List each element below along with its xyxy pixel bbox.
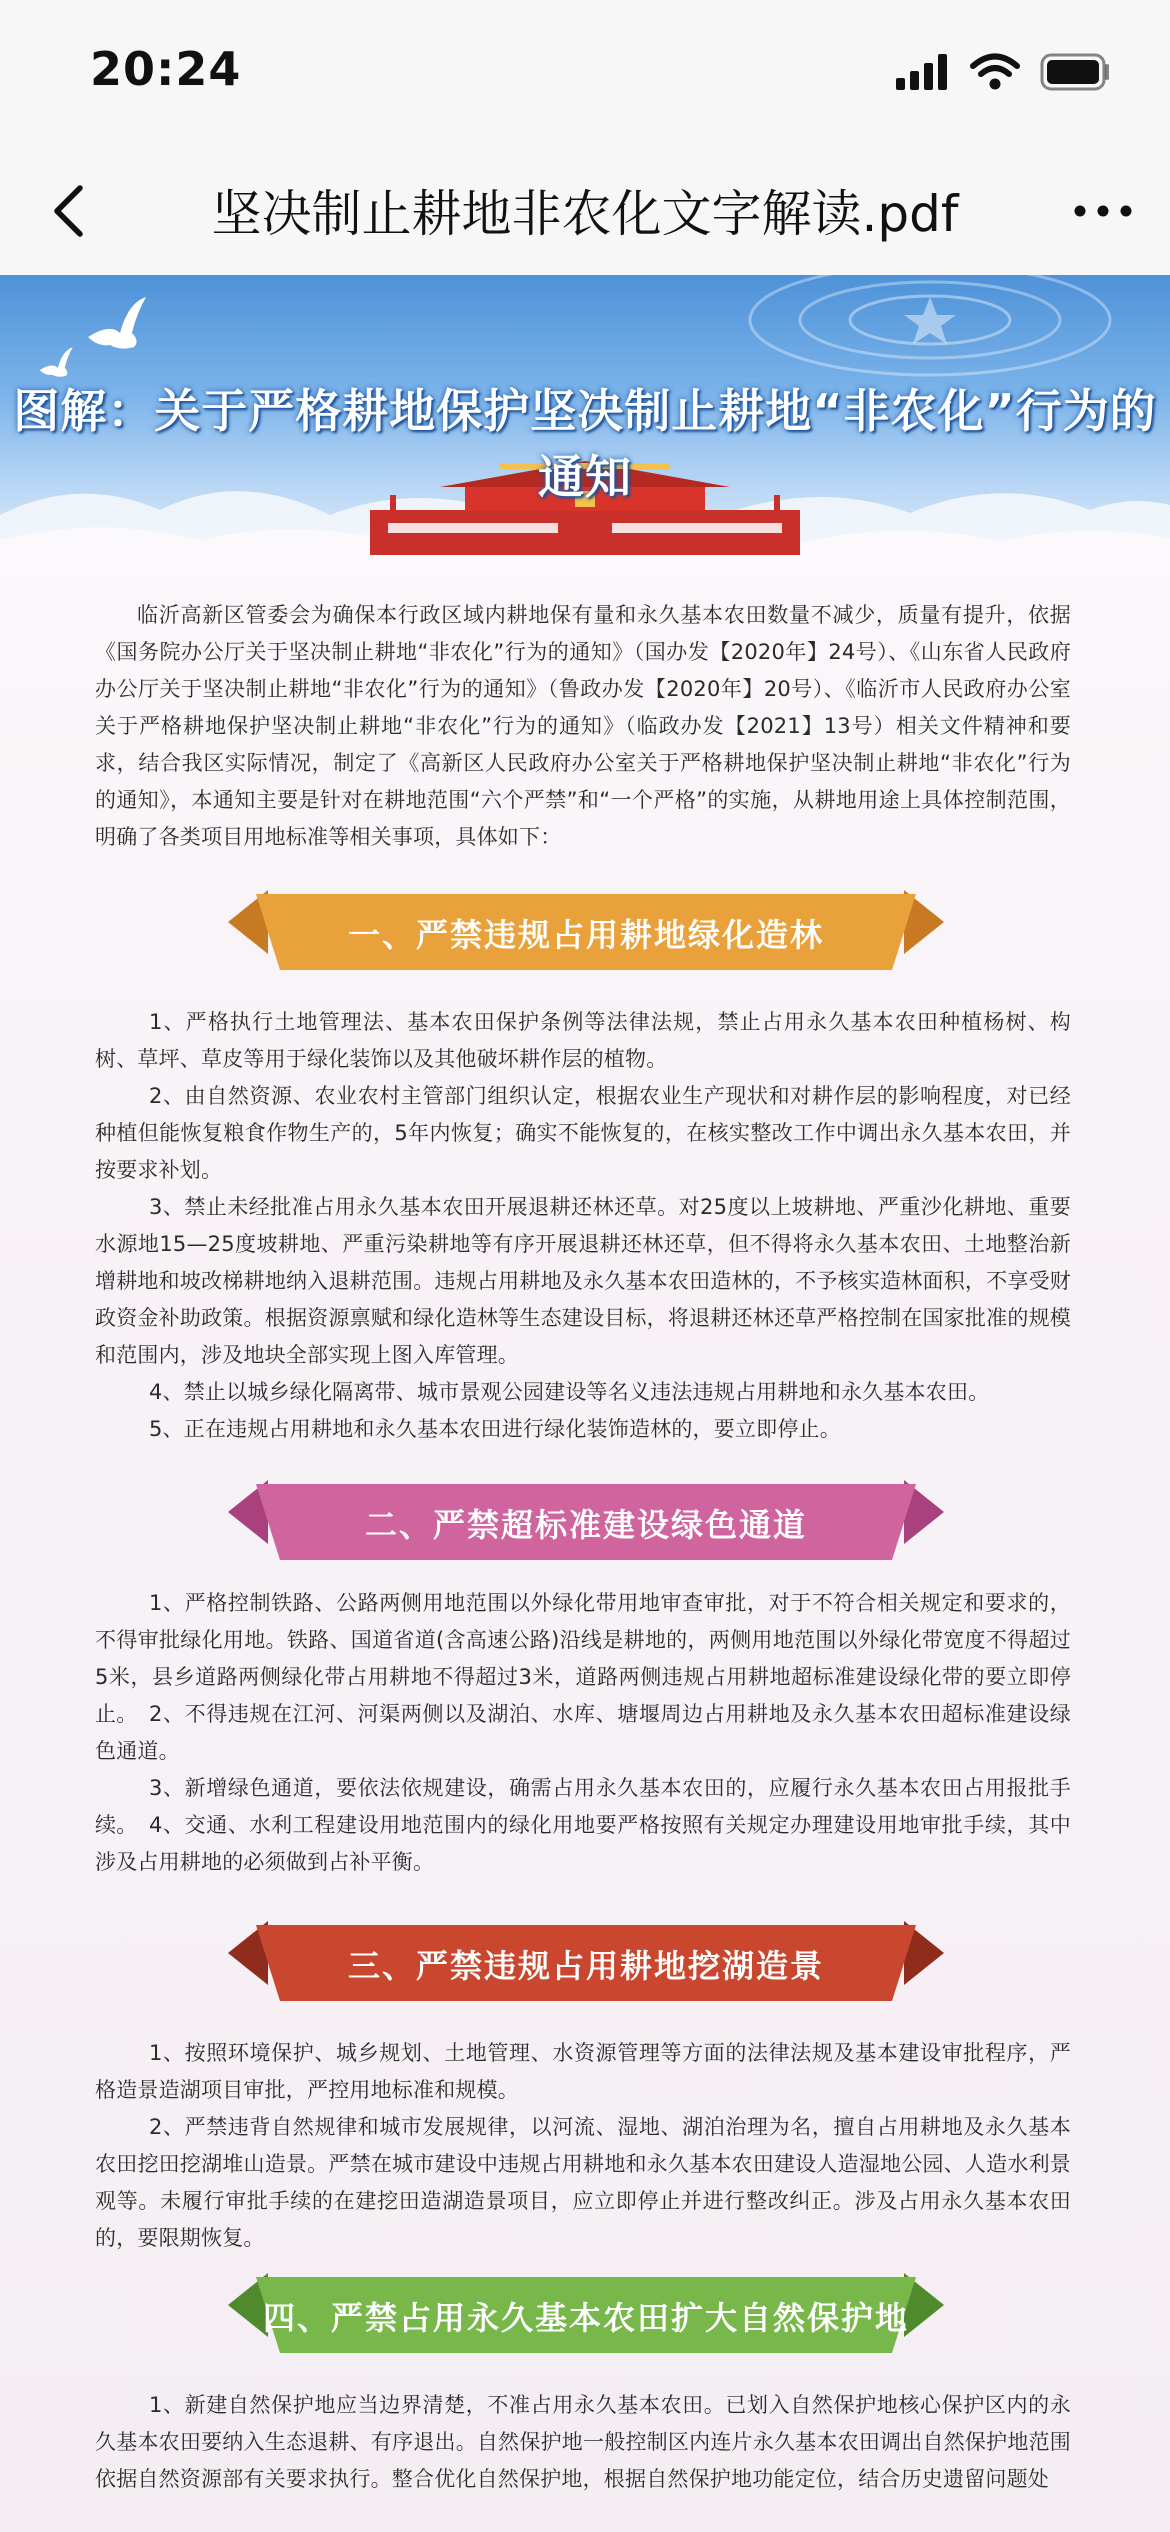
status-icons [896,50,1114,94]
banner [0,275,1170,575]
document-title: 坚决制止耕地非农化文字解读.pdf [211,185,959,243]
pdf-page[interactable] [0,275,1170,2532]
section-heading-3 [228,1921,944,2005]
intro-paragraph: 临沂高新区管委会为确保本行政区域内耕地保有量和永久基本农田数量不减少，质量有提升，依据《国务院办公厅关于坚决制止耕地“非农化”行为的通知》（国办发【2020年】24号）、《山东省人民政府办公厅关于坚决制止耕地“非农化”行为的通知》（鲁政办发【2020年】20号）、《临沂市人民政府办公室关于严格耕地保护坚决制止耕地“非农化”行为的通知》（临政办发【2021】13号）相关文件精神和要求，结合我区实际情况，制定了《高新区人民政府办公室关于严格耕地保护坚决制止耕地“非农化”行为的通知》，本通知主要是针对在耕地范围“六个严禁”和“一个严格”的实施，从耕地用途上具体控制范围，明确了各类项目用地标准等相关事项，具体如下： [95,603,1071,849]
section-heading-4 [228,2273,944,2357]
wifi-icon [970,53,1020,91]
cellular-signal-icon [896,54,950,90]
section-heading-label: 一、严禁违规占用耕地绿化造林 [347,916,824,954]
section3-item-2: 2、严禁违背自然规律和城市发展规律，以河流、湿地、湖泊治理为名，擅自占用耕地及永久基本农田挖田挖湖堆山造景。严禁在城市建设中违规占用耕地和永久基本农田建设人造湿地公园、人造水利景观等。未履行审批手续的在建挖田造湖造景项目，应立即停止并进行整改纠正。涉及占用永久基本农田的，要限期恢复。 [95,2115,1071,2250]
status-time: 20:24 [90,42,242,96]
section1-item-4: 4、禁止以城乡绿化隔离带、城市景观公园建设等名义违法违规占用耕地和永久基本农田。 [149,1380,990,1404]
section-heading-label: 二、严禁超标准建设绿色通道 [364,1506,807,1544]
section1-item-5: 5、正在违规占用耕地和永久基本农田进行绿化装饰造林的，要立即停止。 [149,1417,841,1441]
banner-title: 图解：关于严格耕地保护坚决制止耕地“非农化”行为的通知 [13,384,1157,504]
section-heading-2 [228,1480,944,1564]
section-heading-label: 三、严禁违规占用耕地挖湖造景 [347,1947,824,1985]
navigation-bar [0,150,1170,276]
section1-item-3: 3、禁止未经批准占用永久基本农田开展退耕还林还草。对25度以上坡耕地、严重沙化耕地、重要水源地15—25度坡耕地、严重污染耕地等有序开展退耕还林还草，但不得将永久基本农田、土地整治新增耕地和坡改梯耕地纳入退耕范围。违规占用耕地及永久基本农田造林的，不予核实造林面积，不享受财政资金补助政策。根据资源禀赋和绿化造林等生态建设目标，将退耕还林还草严格控制在国家批准的规模和范围内，涉及地块全部实现上图入库管理。 [95,1195,1071,1367]
section2-item-1: 1、严格控制铁路、公路两侧用地范围以外绿化带用地审查审批，对于不符合相关规定和要求的，不得审批绿化用地。铁路、国道省道(含高速公路)沿线是耕地的，两侧用地范围以外绿化带宽度不得超过5米，县乡道路两侧绿化带占用耕地不得超过3米，道路两侧违规占用耕地超标准建设绿化带的要立即停止。 [95,1591,1071,1726]
section1-item-2: 2、由自然资源、农业农村主管部门组织认定，根据农业生产现状和对耕作层的影响程度，对已经种植但能恢复粮食作物生产的，5年内恢复；确实不能恢复的，在核实整改工作中调出永久基本农田，并按要求补划。 [95,1084,1071,1182]
section4-item-1: 1、新建自然保护地应当边界清楚，不准占用永久基本农田。已划入自然保护地核心保护区内的永久基本农田要纳入生态退耕、有序退出。自然保护地一般控制区内连片永久基本农田调出自然保护地范围依据自然资源部有关要求执行。整合优化自然保护地，根据自然保护地功能定位，结合历史遗留问题处 [95,2393,1071,2491]
back-chevron-icon[interactable] [40,176,100,246]
more-options-icon[interactable] [1068,186,1138,236]
battery-icon [1040,53,1114,91]
section2-item-4: 4、交通、水利工程建设用地范围内的绿化用地要严格按照有关规定办理建设用地审批手续，其中涉及占用耕地的必须做到占补平衡。 [95,1813,1071,1874]
section-heading-1 [228,890,944,974]
dove-icon [80,293,150,363]
section3-item-1: 1、按照环境保护、城乡规划、土地管理、水资源管理等方面的法律法规及基本建设审批程序，严格造景造湖项目审批，严控用地标准和规模。 [95,2041,1071,2102]
section1-item-1: 1、严格执行土地管理法、基本农田保护条例等法律法规，禁止占用永久基本农田种植杨树、构树、草坪、草皮等用于绿化装饰以及其他破坏耕作层的植物。 [95,1010,1071,1071]
section2-item-3: 3、新增绿色通道，要依法依规建设，确需占用永久基本农田的，应履行永久基本农田占用报批手续。 [95,1776,1071,1837]
status-bar [0,0,1170,150]
section-heading-label: 四、严禁占用永久基本农田扩大自然保护地 [262,2299,909,2337]
section2-item-2: 2、不得违规在江河、河渠两侧以及湖泊、水库、塘堰周边占用耕地及永久基本农田超标准建设绿色通道。 [95,1702,1071,1763]
